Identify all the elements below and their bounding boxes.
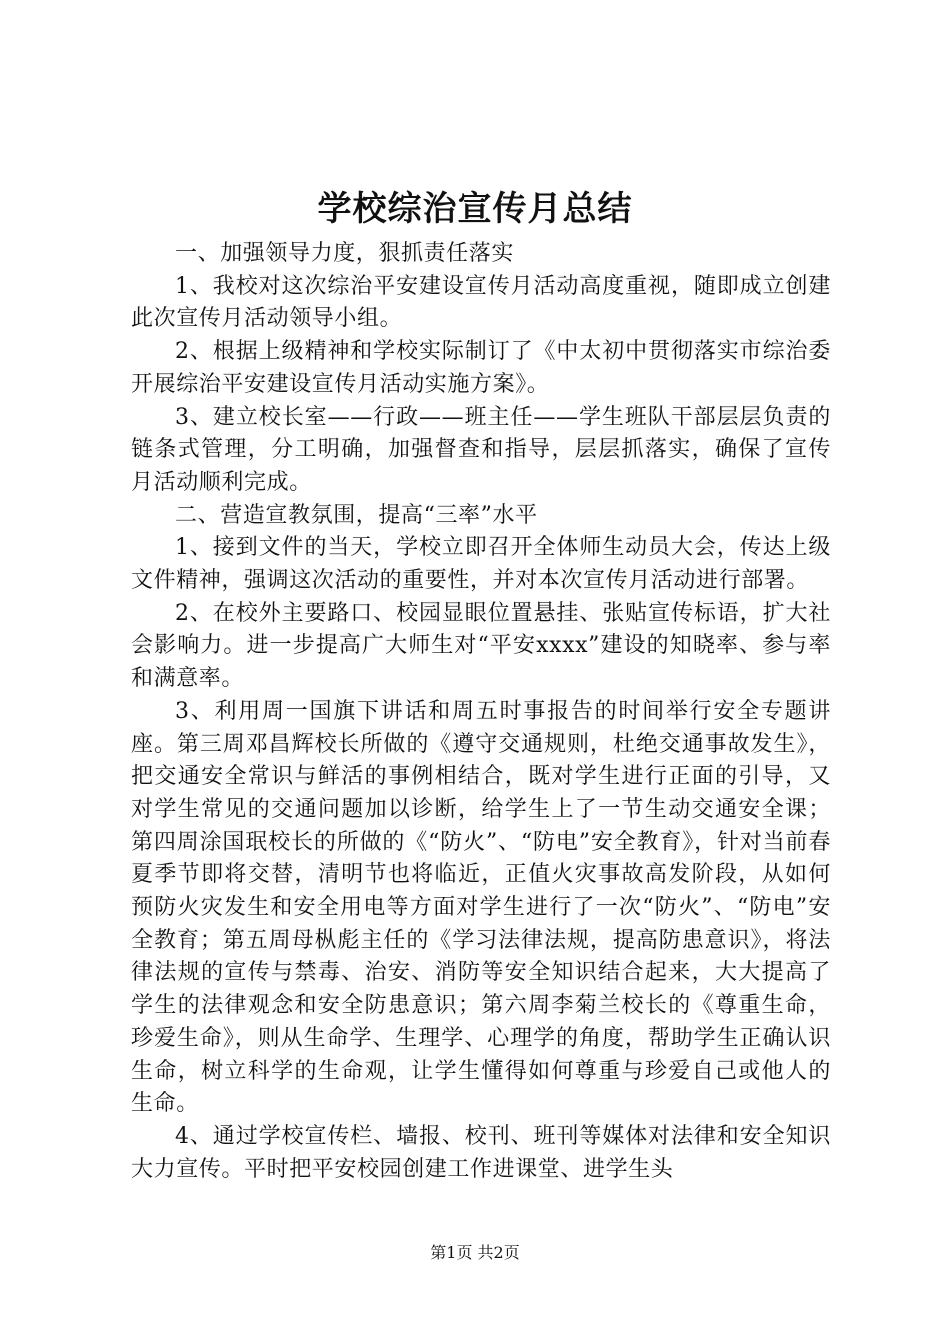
- paragraph: 2、根据上级精神和学校实际制订了《中太初中贯彻落实市综治委开展综治平安建设宣传月活动实施方案》。: [131, 339, 831, 397]
- section-heading-2: 二、营造宣教氛围，提高“三率”水平: [175, 502, 538, 528]
- paragraph: 3、利用周一国旗下讲话和周五时事报告的时间举行安全专题讲座。第三周邓昌辉校长所做的《遵守交通规则，杜绝交通事故发生》，把交通安全常识与鲜活的事例相结合，既对学生进行正面的引导，又对学生常见的交通问题加以诊断，给学生上了一节生动交通安全课；第四周涂国珉校长的所做的《“防火”、“防电”安全教育》，针对当前春夏季节即将交替，清明节也将临近，正值火灾事故高发阶段，从如何预防火灾发生和安全用电等方面对学生进行了一次“防火”、“防电”安全教育；第五周母枞彪主任的《学习法律法规，提高防患意识》，将法律法规的宣传与禁毒、治安、消防等安全知识结合起来，大大提高了学生的法律观念和安全防患意识；第六周李菊兰校长的《尊重生命，珍爱生命》，则从生命学、生理学、心理学的角度，帮助学生正确认识生命，树立科学的生命观，让学生懂得如何尊重与珍爱自己或他人的生命。: [131, 698, 831, 1117]
- paragraph: 2、在校外主要路口、校园显眼位置悬挂、张贴宣传标语，扩大社会影响力。进一步提高广大师生对“平安xxxx”建设的知晓率、参与率和满意率。: [131, 600, 831, 692]
- paragraph: 1、接到文件的当天，学校立即召开全体师生动员大会，传达上级文件精神，强调这次活动的重要性，并对本次宣传月活动进行部署。: [131, 535, 831, 594]
- paragraph: 1、我校对这次综治平安建设宣传月活动高度重视，随即成立创建此次宣传月活动领导小组。: [131, 273, 831, 332]
- page-indicator: 第1页 共2页: [430, 1243, 520, 1262]
- document-body: [131, 238, 831, 1186]
- section-heading-1: 一、加强领导力度，狠抓责任落实: [175, 241, 515, 266]
- document-title: 学校综治宣传月总结: [317, 189, 633, 229]
- paragraph: 4、通过学校宣传栏、墙报、校刊、班刊等媒体对法律和安全知识大力宣传。平时把平安校园创建工作进课堂、进学生头: [131, 1123, 831, 1182]
- paragraph: 3、建立校长室——行政——班主任——学生班队干部层层负责的链条式管理，分工明确，加强督查和指导，层层抓落实，确保了宣传月活动顺利完成。: [131, 404, 831, 495]
